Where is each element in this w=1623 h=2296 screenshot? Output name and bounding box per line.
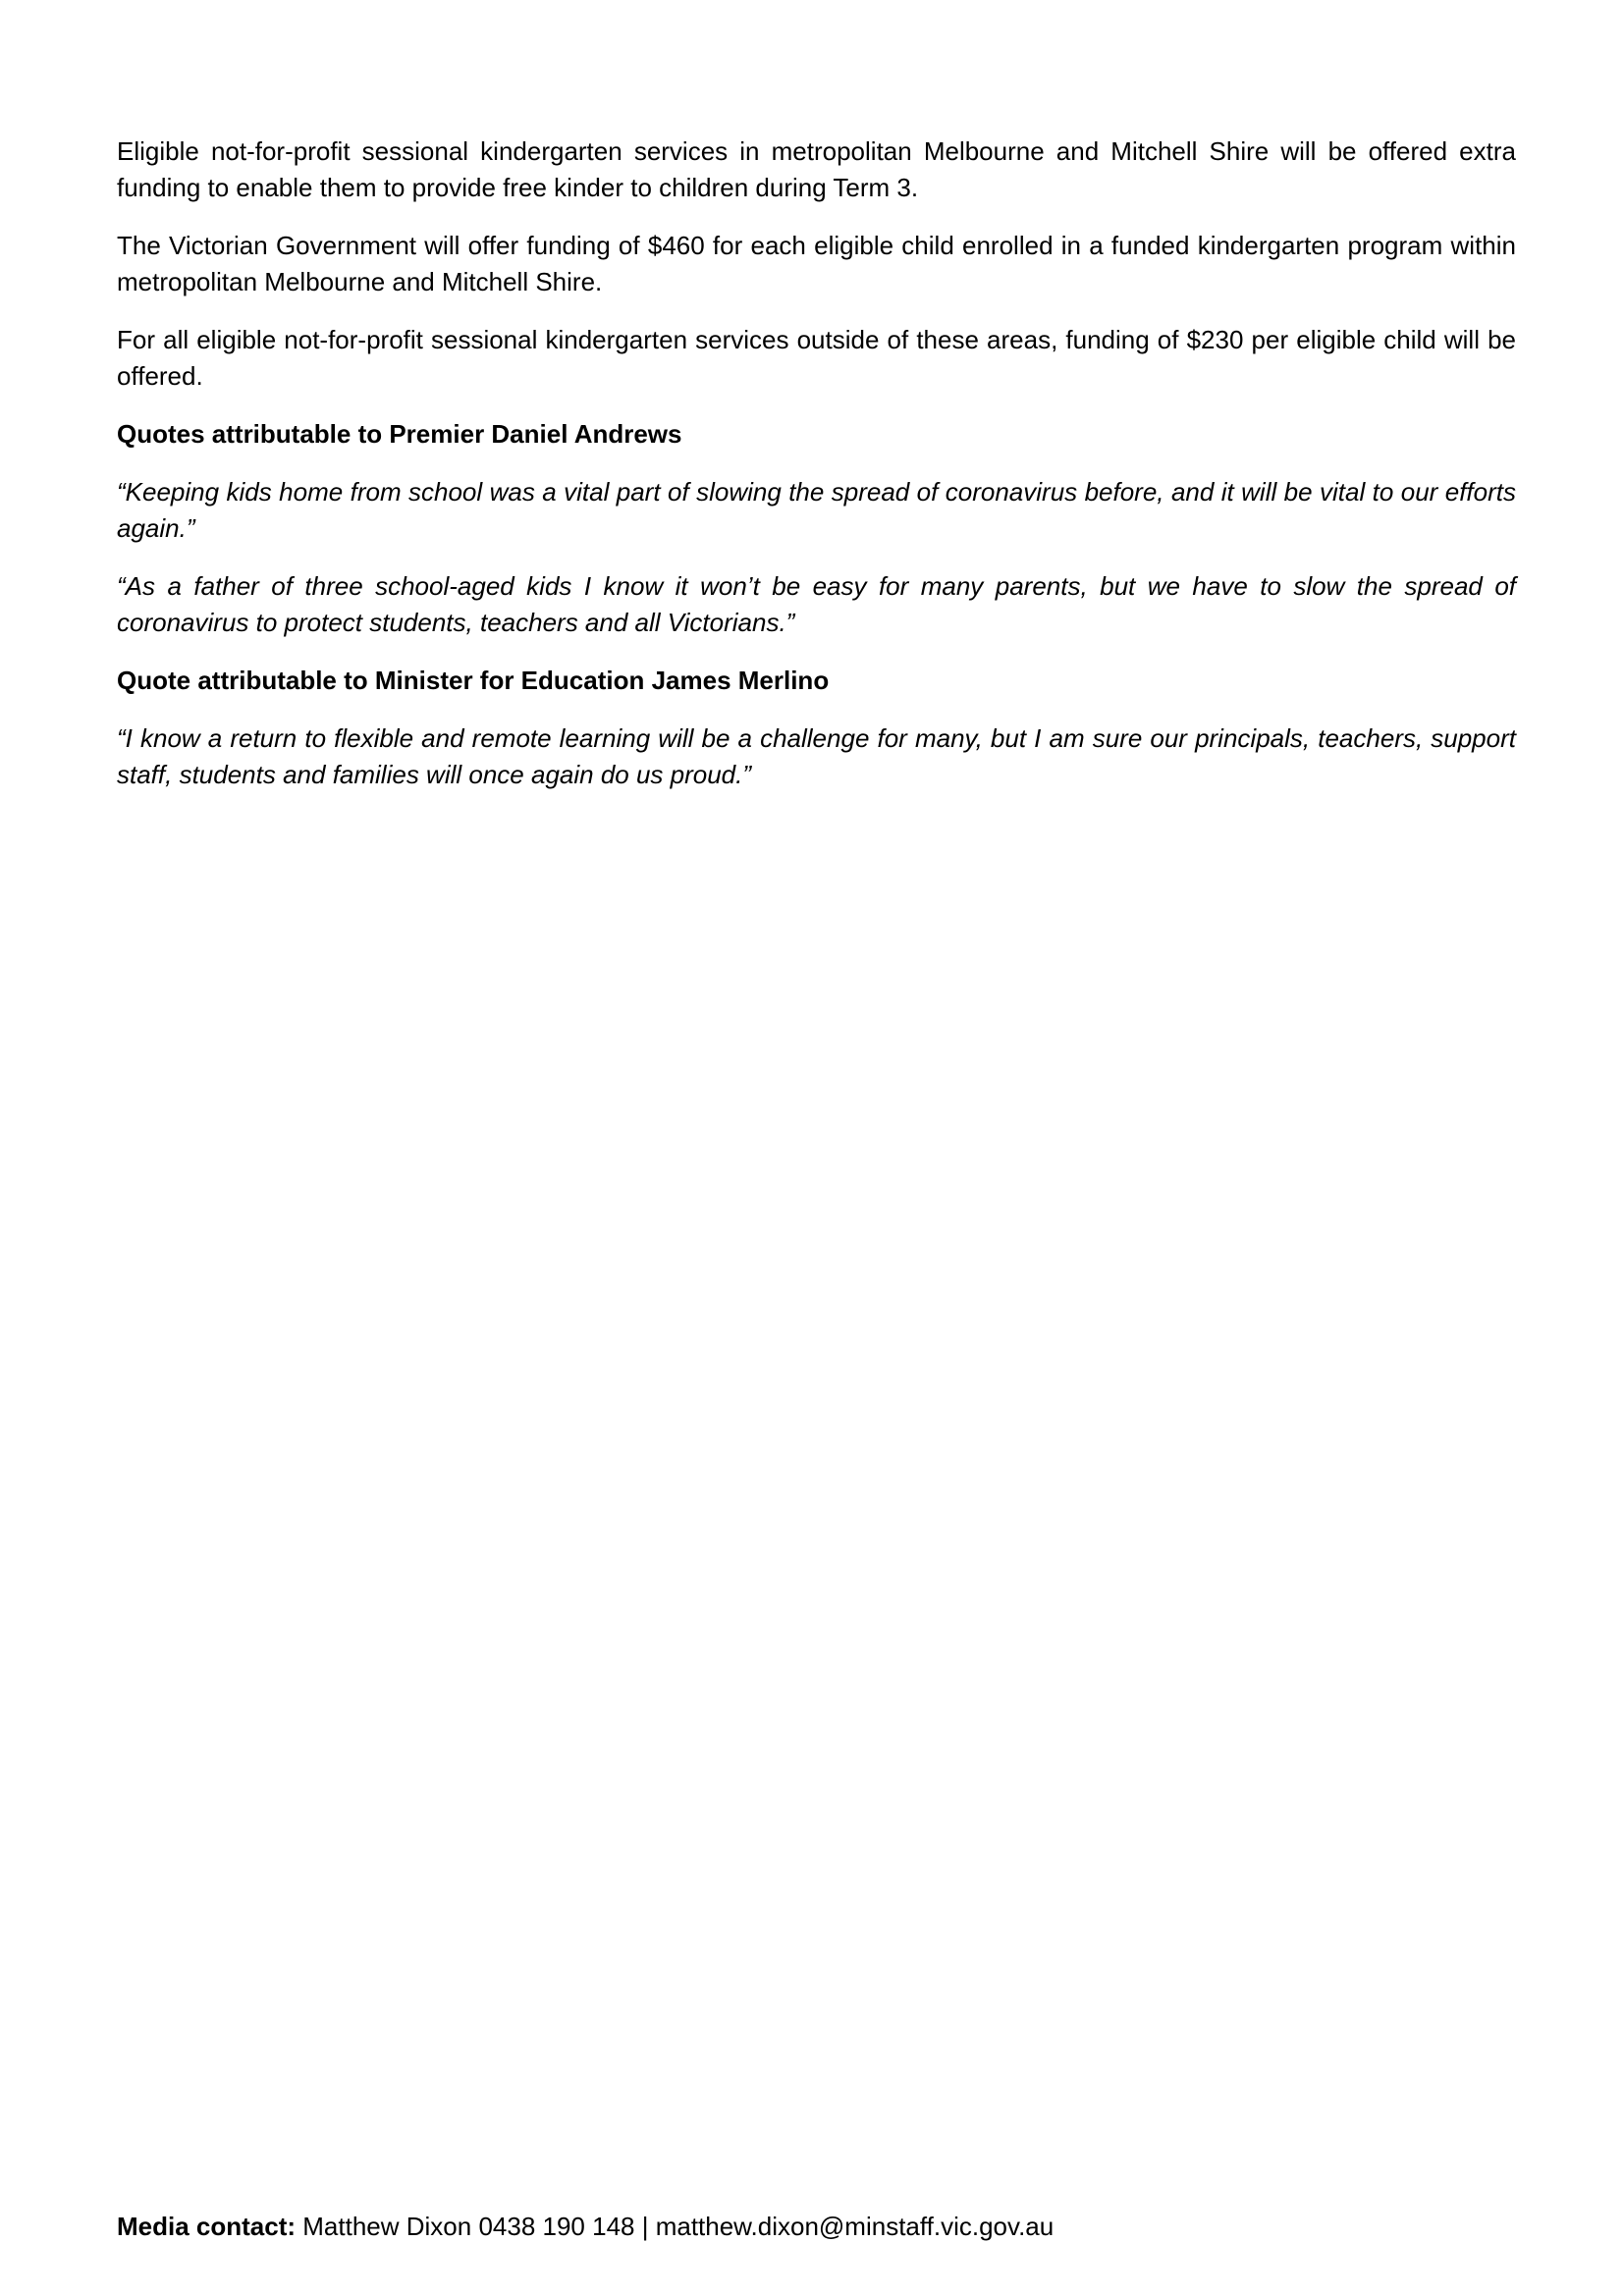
premier-quotes-heading: Quotes attributable to Premier Daniel Andrews [117, 419, 682, 449]
minister-quote: “I know a return to flexible and remote learning will be a challenge for many, but I am sure our principals, teachers, support staff, students and families will once again do us proud.” [117, 723, 1516, 789]
paragraph-funding-offer: Eligible not-for-profit sessional kindergarten services in metropolitan Melbourne and Mitchell Shire will be offered extra funding to enable them to provide free kinder to children during Term 3. [117, 136, 1516, 202]
paragraph-metro-funding: The Victorian Government will offer funding of $460 for each eligible child enrolled in a funded kindergarten program within metropolitan Melbourne and Mitchell Shire. [117, 231, 1516, 296]
minister-quote-heading: Quote attributable to Minister for Education James Merlino [117, 666, 830, 695]
premier-quote-2: “As a father of three school-aged kids I know it won’t be easy for many parents, but we have to slow the spread of coronavirus to protect students, teachers and all Victorians.” [117, 571, 1516, 637]
document-body [117, 133, 1516, 815]
paragraph-regional-funding: For all eligible not-for-profit sessional kindergarten services outside of these areas, funding of $230 per eligible child will be offered. [117, 325, 1516, 391]
premier-quote-1: “Keeping kids home from school was a vital part of slowing the spread of coronavirus before, and it will be vital to our efforts again.” [117, 477, 1516, 543]
media-contact-details: Matthew Dixon 0438 190 148 | matthew.dixon@minstaff.vic.gov.au [302, 2212, 1055, 2241]
media-contact-label: Media contact: [117, 2212, 297, 2241]
media-contact [117, 2209, 1054, 2245]
